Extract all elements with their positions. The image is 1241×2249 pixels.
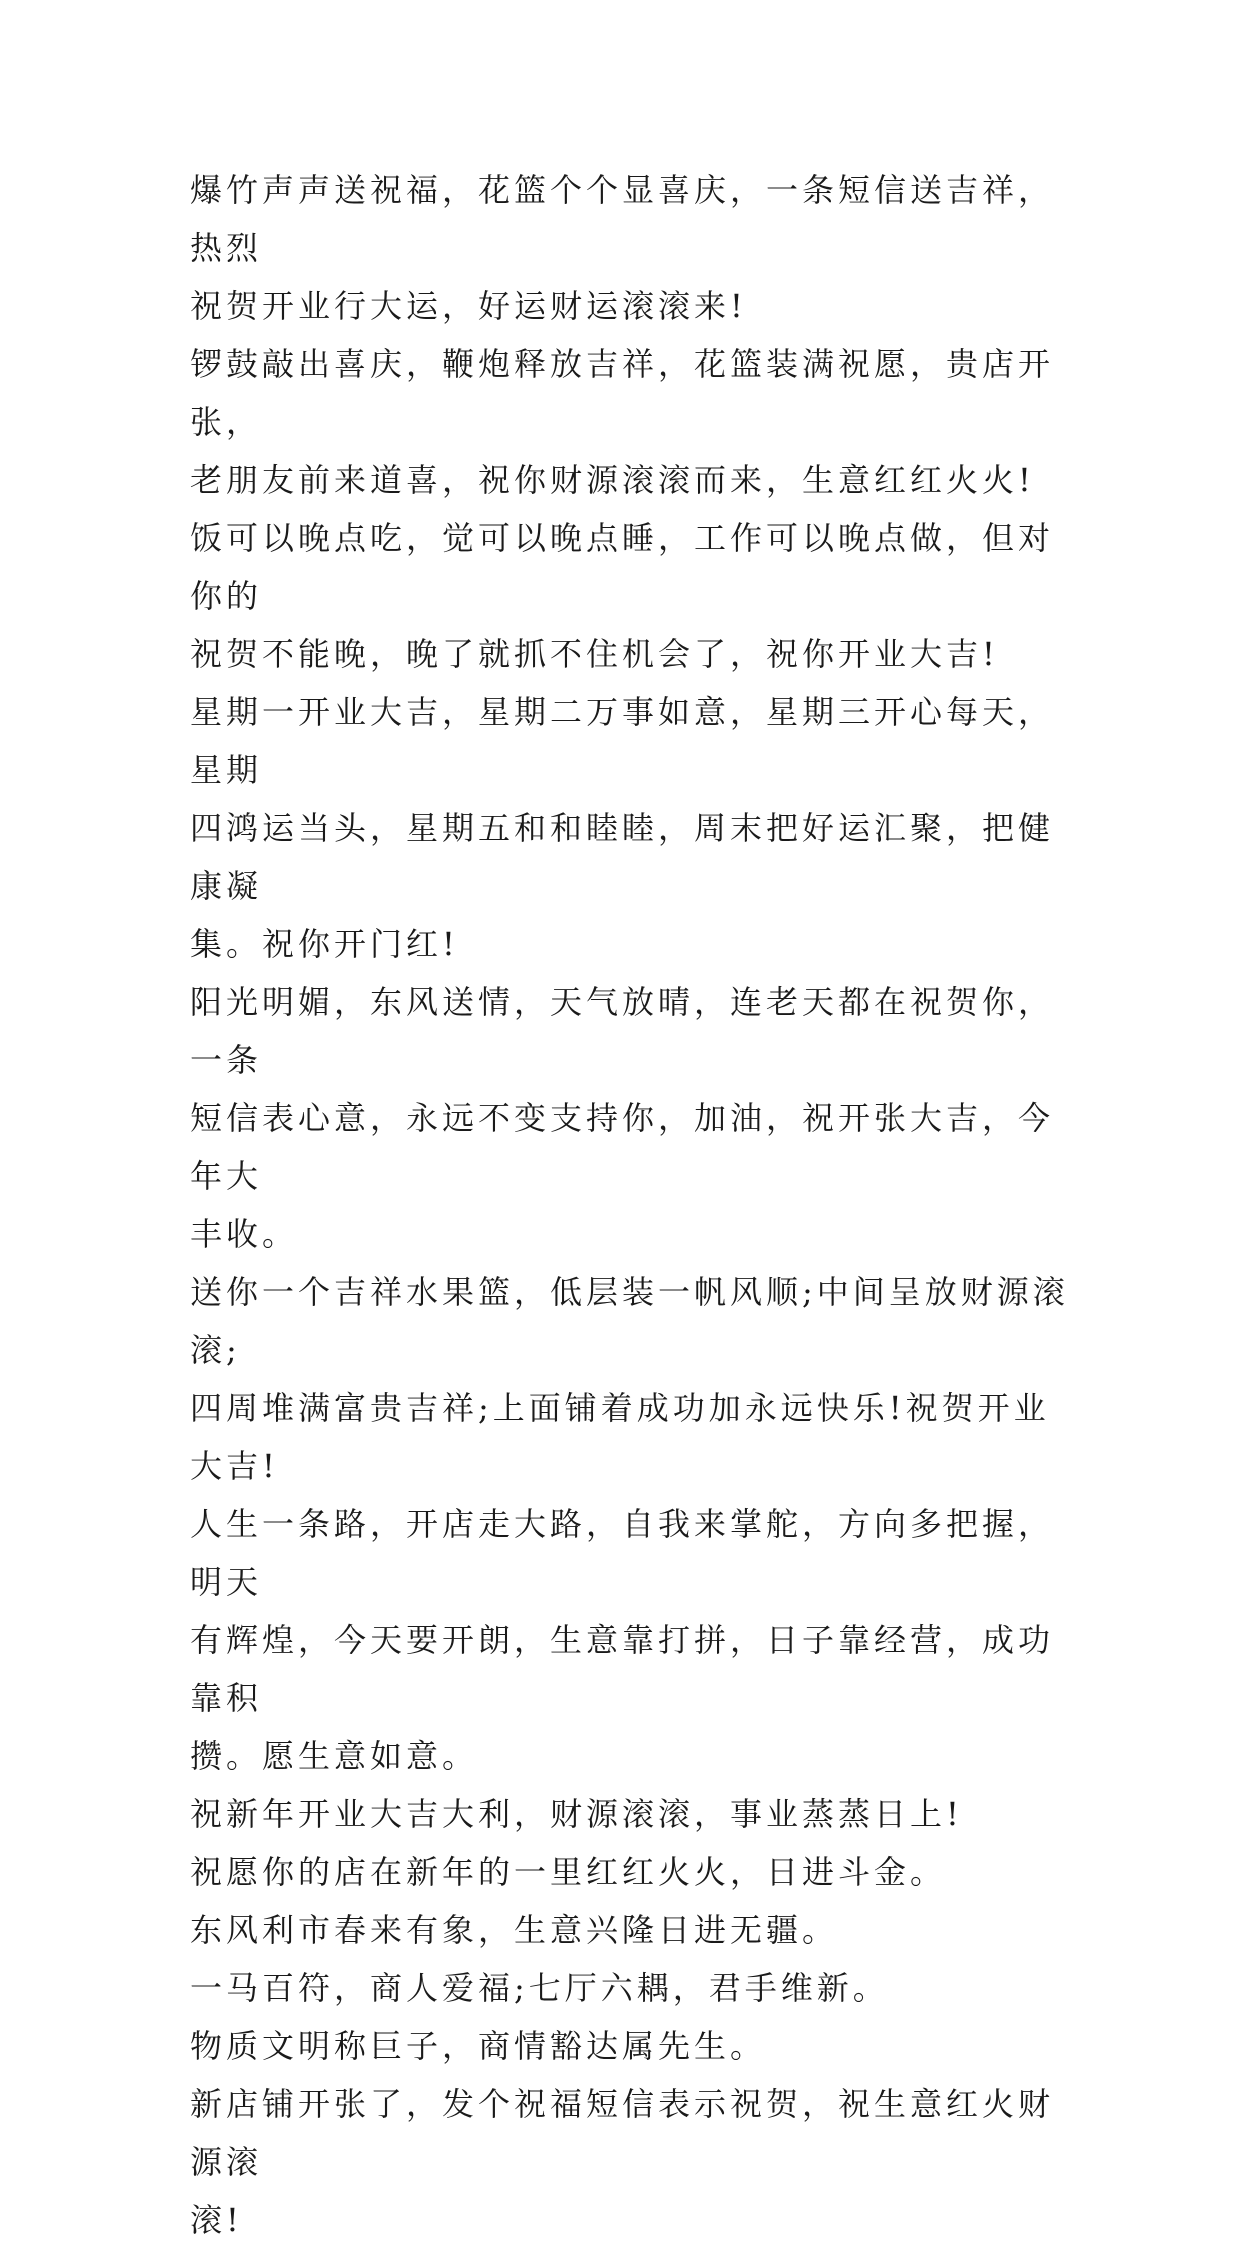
text-line: 人生一条路，开店走大路，自我来掌舵，方向多把握，明天 xyxy=(190,1505,1055,1601)
text-line: 送你一个吉祥水果篮，低层装一帆风顺;中间呈放财源滚滚; xyxy=(190,1273,1069,1369)
text-line: 物质文明称巨子，商情豁达属先生。 xyxy=(190,2027,767,2065)
text-line: 一马百符，商人爱福;七厅六耦，君手维新。 xyxy=(190,1969,889,2007)
text-line: 祝贺不能晚，晚了就抓不住机会了，祝你开业大吉! xyxy=(190,635,999,673)
text-line: 有辉煌，今天要开朗，生意靠打拼，日子靠经营，成功靠积 xyxy=(190,1621,1055,1717)
text-line: 短信表心意，永远不变支持你，加油，祝开张大吉，今年大 xyxy=(190,1099,1055,1195)
text-line: 四周堆满富贵吉祥;上面铺着成功加永远快乐!祝贺开业大吉! xyxy=(190,1389,1050,1485)
text-line: 丰收。 xyxy=(190,1215,299,1253)
text-line: 攒。愿生意如意。 xyxy=(190,1737,479,1775)
text-line: 阳光明媚，东风送情，天气放晴，连老天都在祝贺你，一条 xyxy=(190,983,1055,1079)
text-line: 祝贺开业行大运，好运财运滚滚来! xyxy=(190,287,747,325)
text-line: 集。祝你开门红! xyxy=(190,925,459,963)
text-line: 星期一开业大吉，星期二万事如意，星期三开心每天，星期 xyxy=(190,693,1055,789)
text-line: 祝新年开业大吉大利，财源滚滚，事业蒸蒸日上! xyxy=(190,1795,963,1833)
text-line: 滚! xyxy=(190,2201,243,2239)
text-line: 祝愿你的店在新年的一里红红火火，日进斗金。 xyxy=(190,1853,947,1891)
text-line: 饭可以晚点吃，觉可以晚点睡，工作可以晚点做，但对你的 xyxy=(190,519,1055,615)
text-line: 爆竹声声送祝福，花篮个个显喜庆，一条短信送吉祥，热烈 xyxy=(190,171,1055,267)
text-line: 四鸿运当头，星期五和和睦睦，周末把好运汇聚，把健康凝 xyxy=(190,809,1055,905)
text-line: 新店铺开张了，发个祝福短信表示祝贺，祝生意红火财源滚 xyxy=(190,2085,1055,2181)
text-line: 东风利市春来有象，生意兴隆日进无疆。 xyxy=(190,1911,839,1949)
text-line: 老朋友前来道喜，祝你财源滚滚而来，生意红红火火! xyxy=(190,461,1035,499)
document-body xyxy=(190,161,1070,2249)
text-line: 锣鼓敲出喜庆，鞭炮释放吉祥，花篮装满祝愿，贵店开张， xyxy=(190,345,1055,441)
